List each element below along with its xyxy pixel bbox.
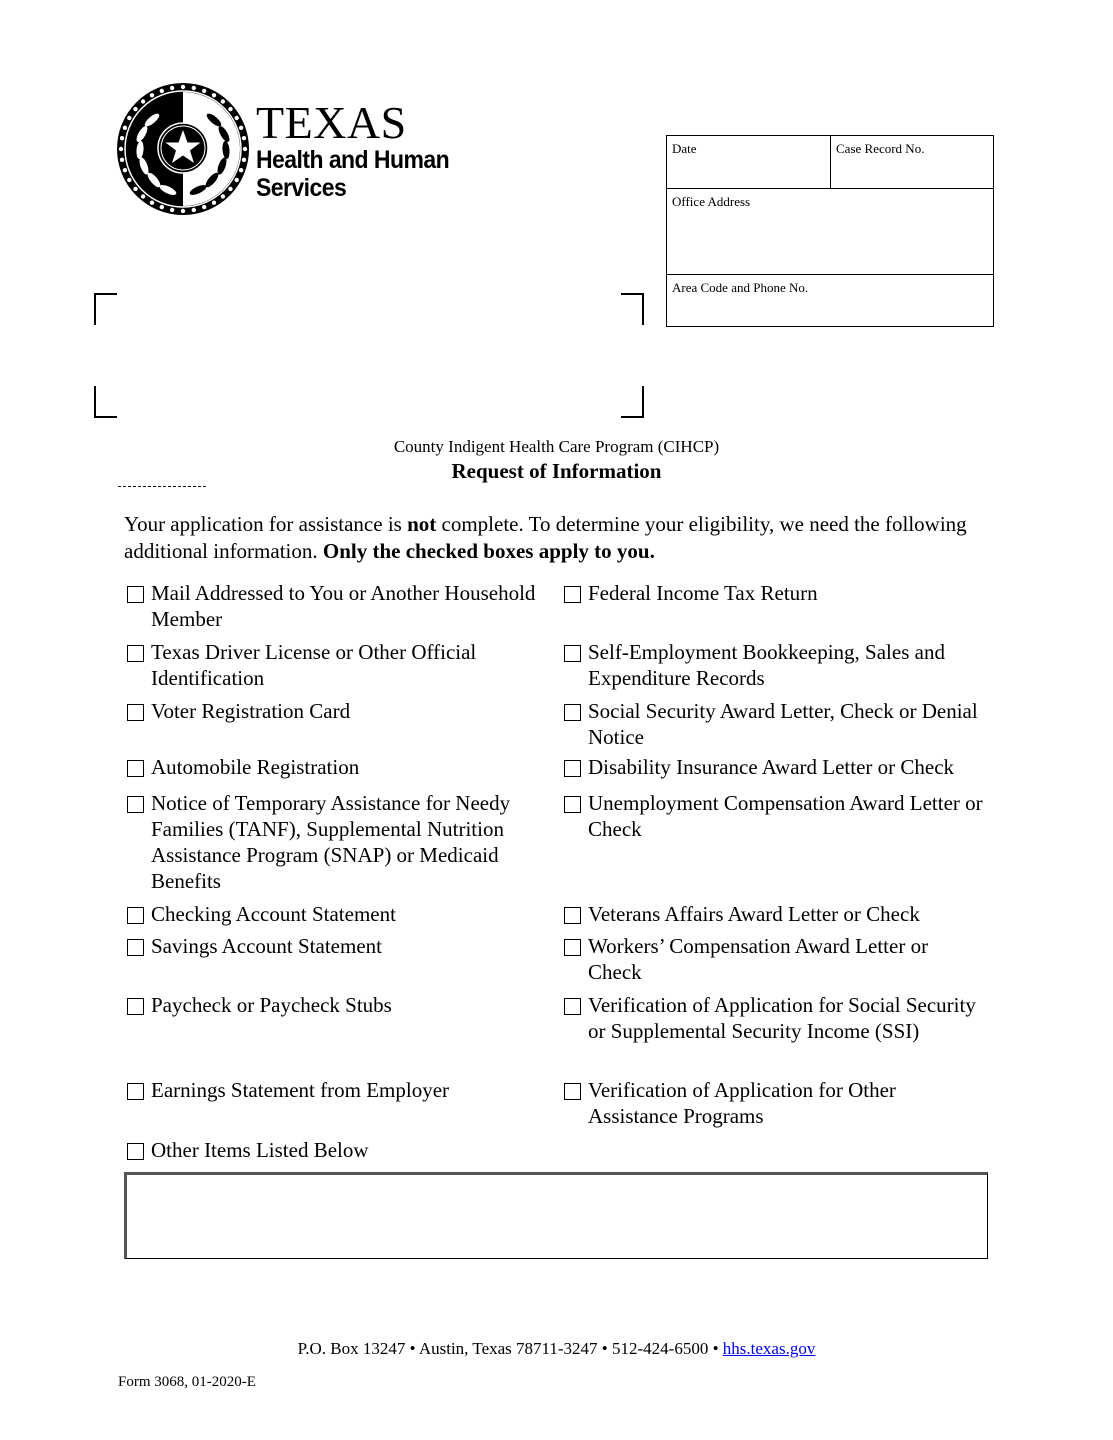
- checklist-item-driver-license: [127, 639, 537, 691]
- checklist-item-workers-compensation: [564, 933, 984, 985]
- checkbox[interactable]: [127, 907, 144, 924]
- other-items-textbox[interactable]: [124, 1172, 988, 1259]
- checkbox[interactable]: [564, 907, 581, 924]
- info-row-phone: [667, 275, 993, 327]
- checklist-item-ssi-application: [564, 992, 984, 1044]
- intro-emphasis-checked: Only the checked boxes apply to you.: [322, 539, 655, 563]
- checklist-label: Unemployment Compensation Award Letter or Check: [588, 791, 983, 841]
- checklist-item-checking-account: [127, 901, 537, 927]
- checklist-item-federal-tax-return: [564, 580, 984, 606]
- checklist-item-savings-account: [127, 933, 537, 959]
- checklist-label: Automobile Registration: [151, 755, 360, 779]
- intro-text-1: Your application for assistance is: [124, 512, 408, 536]
- phone-label: Area Code and Phone No.: [672, 280, 809, 295]
- checklist-item-disability-insurance: [564, 754, 984, 780]
- checklist-label: Checking Account Statement: [151, 902, 396, 926]
- checkbox[interactable]: [127, 586, 144, 603]
- checklist-label: Disability Insurance Award Letter or Check: [588, 755, 955, 779]
- checkbox[interactable]: [564, 586, 581, 603]
- checklist-label: Voter Registration Card: [151, 699, 351, 723]
- dashed-divider: [118, 486, 206, 487]
- checkbox[interactable]: [564, 760, 581, 777]
- checkbox[interactable]: [127, 796, 144, 813]
- office-address-label: Office Address: [672, 194, 751, 209]
- checklist-label: Texas Driver License or Other Official Identification: [151, 640, 477, 690]
- checkbox[interactable]: [127, 939, 144, 956]
- checkbox[interactable]: [564, 645, 581, 662]
- checklist-item-self-employment: [564, 639, 984, 691]
- checklist-item-voter-registration: [127, 698, 537, 724]
- footer-address-text: P.O. Box 13247 • Austin, Texas 78711-3247 • 512-424-6500 •: [297, 1339, 723, 1358]
- checklist-label: Social Security Award Letter, Check or Denial Notice: [588, 699, 978, 749]
- case-record-label: Case Record No.: [836, 141, 925, 156]
- texas-seal-icon: [116, 82, 250, 216]
- checklist-label: Veterans Affairs Award Letter or Check: [588, 902, 920, 926]
- checkbox[interactable]: [564, 796, 581, 813]
- logo-texas: TEXAS: [256, 97, 407, 148]
- checkbox[interactable]: [564, 939, 581, 956]
- checklist-label: Earnings Statement from Employer: [151, 1078, 450, 1102]
- checkbox[interactable]: [564, 704, 581, 721]
- address-window-corner-top-right: [621, 293, 644, 325]
- address-window-corner-bottom-left: [94, 386, 117, 418]
- checklist-item-mail: [127, 580, 537, 632]
- logo-line-2: Health and Human: [256, 146, 450, 174]
- checklist-item-unemployment-compensation: [564, 790, 984, 842]
- case-info-box: [666, 135, 994, 327]
- checklist-label: Savings Account Statement: [151, 934, 382, 958]
- checklist-label: Verification of Application for Social Security or Supplemental Security Income (SSI): [588, 993, 976, 1043]
- logo-line-3: Services: [256, 174, 347, 202]
- checklist-label: Other Items Listed Below: [151, 1138, 369, 1162]
- checklist-label: Notice of Temporary Assistance for Needy Families (TANF), Supplemental Nutrition Assistance Program (SNAP) or Medicaid Benefits: [151, 791, 511, 893]
- info-row-date: [667, 136, 993, 189]
- checklist-item-earnings-statement: [127, 1077, 537, 1103]
- intro-emphasis-not: not: [407, 512, 437, 536]
- date-label: Date: [672, 141, 697, 156]
- checklist-item-other-assistance-application: [564, 1077, 984, 1129]
- checklist-label: Verification of Application for Other Assistance Programs: [588, 1078, 896, 1128]
- checkbox[interactable]: [127, 1083, 144, 1100]
- checkbox[interactable]: [127, 998, 144, 1015]
- phone-field[interactable]: [667, 275, 993, 327]
- case-record-field[interactable]: [830, 136, 993, 188]
- footer-address: [0, 1338, 1113, 1360]
- checklist-item-tanf-snap-medicaid: [127, 790, 537, 894]
- checkbox[interactable]: [127, 1143, 144, 1160]
- program-name: County Indigent Health Care Program (CIHCP): [393, 437, 720, 456]
- checklist-item-other-items: [127, 1137, 537, 1163]
- checkbox[interactable]: [564, 1083, 581, 1100]
- office-address-field[interactable]: [667, 189, 993, 274]
- checklist-label: Paycheck or Paycheck Stubs: [151, 993, 392, 1017]
- info-row-office: [667, 189, 993, 275]
- checklist-item-automobile-registration: [127, 754, 537, 780]
- checkbox[interactable]: [127, 760, 144, 777]
- checklist-label: Self-Employment Bookkeeping, Sales and Expenditure Records: [588, 640, 945, 690]
- checkbox[interactable]: [127, 645, 144, 662]
- website-link[interactable]: hhs.texas.gov: [722, 1339, 816, 1358]
- checkbox[interactable]: [127, 704, 144, 721]
- checklist-item-veterans-affairs: [564, 901, 984, 927]
- date-field[interactable]: [667, 136, 831, 188]
- address-window-corner-top-left: [94, 293, 117, 325]
- checklist-label: Mail Addressed to You or Another Household Member: [151, 581, 536, 631]
- checklist-label: Federal Income Tax Return: [588, 581, 818, 605]
- checklist-label: Workers’ Compensation Award Letter or Check: [588, 934, 929, 984]
- agency-name: [256, 97, 466, 202]
- intro-paragraph: [124, 511, 1004, 565]
- page-title: Request of Information: [451, 459, 662, 483]
- checklist-item-paycheck-stubs: [127, 992, 537, 1018]
- checkbox[interactable]: [564, 998, 581, 1015]
- address-window-corner-bottom-right: [621, 386, 644, 418]
- form-number: Form 3068, 01-2020-E: [118, 1374, 256, 1390]
- intro-text-2: complete. To determine your eligibility, we need the following additional information.: [124, 512, 967, 563]
- checklist-item-social-security-award: [564, 698, 984, 750]
